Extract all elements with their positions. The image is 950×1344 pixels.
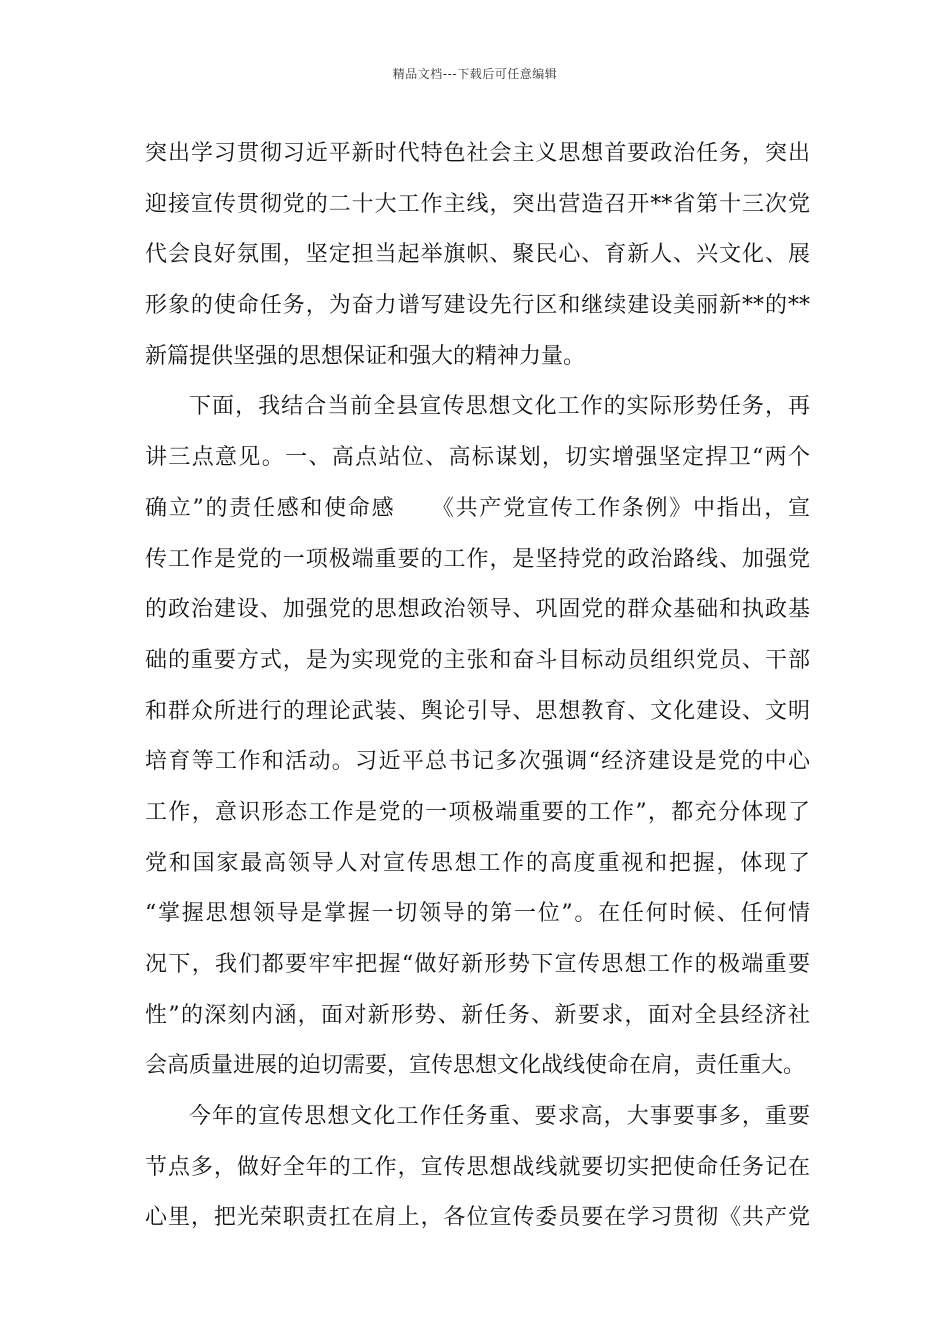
text-line: 节点多，做好全年的工作，宣传思想战线就要切实把使命任务记在: [145, 1154, 810, 1180]
text-line: 迎接宣传贯彻党的二十大工作主线，突出营造召开**省第十三次党: [145, 191, 810, 217]
text-line: 确立”的责任感和使命感 《共产党宣传工作条例》中指出，宣: [145, 495, 810, 521]
text-line: 会高质量进展的迫切需要，宣传思想文化战线使命在肩，责任重大。: [145, 1053, 806, 1079]
text-line: 工作，意识形态工作是党的一项极端重要的工作”，都充分体现了: [145, 799, 810, 825]
text-line: 况下，我们都要牢牢把握“做好新形势下宣传思想工作的极端重要: [145, 952, 810, 977]
text-line: 心里，把光荣职责扛在肩上，各位宣传委员要在学习贯彻《共产党: [145, 1205, 810, 1231]
text-line: 代会良好氛围，坚定担当起举旗帜、聚民心、育新人、兴文化、展: [145, 242, 810, 268]
text-line: 突出学习贯彻习近平新时代特色社会主义思想首要政治任务，突出: [145, 141, 810, 166]
page-header: 精品文档---下载后可任意编辑: [392, 67, 558, 81]
text-line: 培育等工作和活动。习近平总书记多次强调“经济建设是党的中心: [145, 749, 810, 775]
document-body: [145, 129, 810, 1244]
text-line: 和群众所进行的理论武装、舆论引导、思想教育、文化建设、文明: [145, 698, 810, 724]
text-line: 础的重要方式，是为实现党的主张和奋斗目标动员组织党员、干部: [145, 647, 810, 673]
text-line: “掌握思想领导是掌握一切领导的第一位”。在任何时候、任何情: [145, 901, 810, 927]
text-line: 下面，我结合当前全县宣传思想文化工作的实际形势任务，再: [189, 394, 810, 420]
text-line: 讲三点意见。一、高点站位、高标谋划，切实增强坚定捍卫“两个: [145, 445, 810, 471]
text-line: 党和国家最高领导人对宣传思想工作的高度重视和把握，体现了: [145, 850, 810, 876]
text-line: 传工作是党的一项极端重要的工作，是坚持党的政治路线、加强党: [145, 546, 810, 572]
text-line: 性”的深刻内涵，面对新形势、新任务、新要求，面对全县经济社: [145, 1002, 810, 1028]
text-line: 今年的宣传思想文化工作任务重、要求高，大事要事多，重要: [189, 1104, 810, 1130]
text-line: 形象的使命任务，为奋力谱写建设先行区和继续建设美丽新**的**: [145, 293, 810, 319]
text-line: 的政治建设、加强党的思想政治领导、巩固党的群众基础和执政基: [145, 597, 810, 623]
text-line: 新篇提供坚强的思想保证和强大的精神力量。: [145, 343, 586, 369]
